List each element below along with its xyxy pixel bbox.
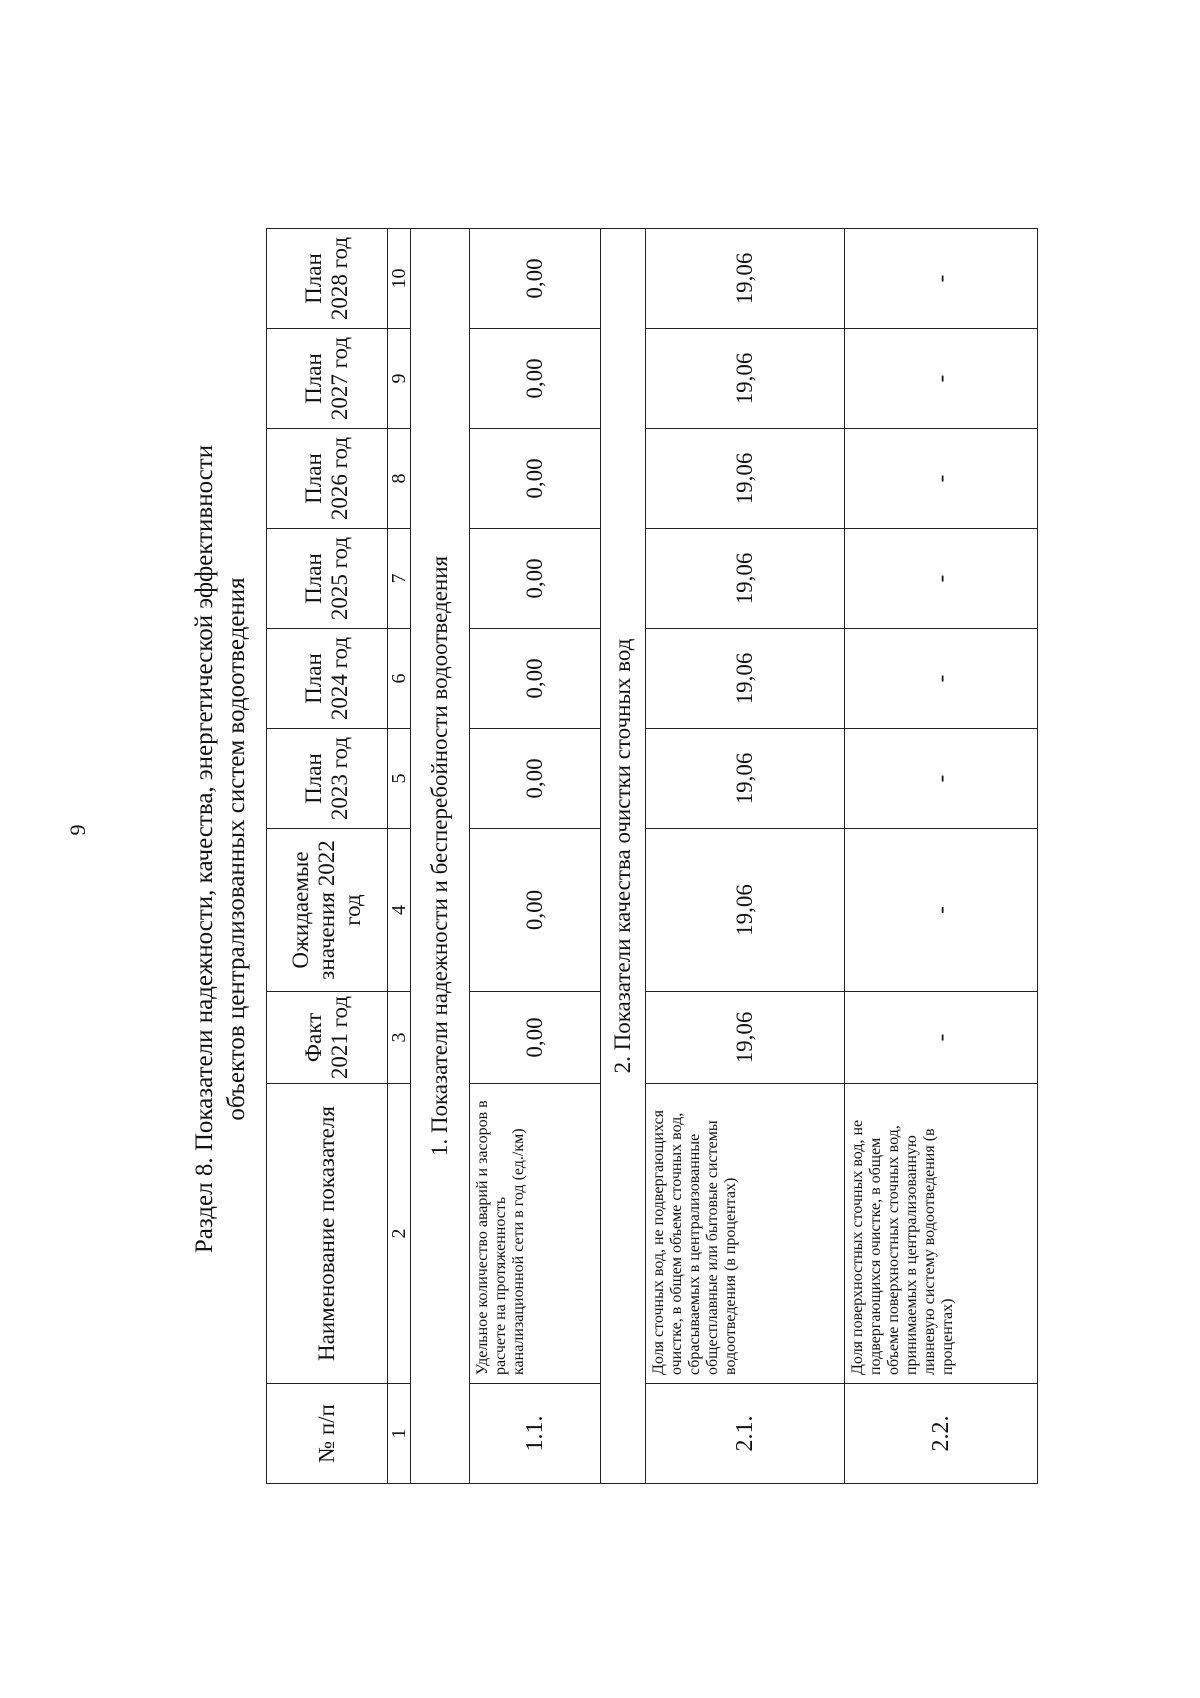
value-cell: - bbox=[845, 429, 1038, 529]
value-cell: - bbox=[845, 529, 1038, 629]
column-number-row bbox=[388, 229, 411, 1484]
column-number-cell: 3 bbox=[388, 992, 411, 1084]
value-cell: 19,06 bbox=[646, 529, 845, 629]
column-number-cell: 2 bbox=[388, 1084, 411, 1384]
header-cell-plan-2027: План 2027 год bbox=[267, 329, 388, 429]
column-number-cell: 1 bbox=[388, 1384, 411, 1484]
column-number-cell: 6 bbox=[388, 629, 411, 729]
value-cell: 19,06 bbox=[646, 329, 845, 429]
header-cell-plan-2028: План 2028 год bbox=[267, 229, 388, 329]
header-cell-number: № п/п bbox=[267, 1384, 388, 1484]
value-cell: 19,06 bbox=[646, 229, 845, 329]
header-row bbox=[267, 229, 388, 1484]
value-cell: 0,00 bbox=[470, 529, 601, 629]
indicator-name: Доля поверхностных сточных вод, не подвергающихся очистке, в общем объеме поверхностных сточных вод, принимаемых в централизованную ливневую систему водоотведения (в процентах) bbox=[845, 1084, 1038, 1384]
rotated-page-content bbox=[100, 49, 1100, 1649]
value-cell: - bbox=[845, 992, 1038, 1084]
column-number-cell: 4 bbox=[388, 829, 411, 992]
value-cell: 19,06 bbox=[646, 992, 845, 1084]
value-cell: 0,00 bbox=[470, 829, 601, 992]
table-row bbox=[470, 229, 601, 1484]
column-number-cell: 7 bbox=[388, 529, 411, 629]
value-cell: 19,06 bbox=[646, 629, 845, 729]
value-cell: - bbox=[845, 229, 1038, 329]
header-cell-fact-2021: Факт 2021 год bbox=[267, 992, 388, 1084]
indicator-name: Доля сточных вод, не подвергающихся очистке, в общем объеме сточных вод, сбрасываемых в централизованные общесплавные или бытовые системы водоотведения (в процентах) bbox=[646, 1084, 845, 1384]
section-title-line-1: Раздел 8. Показатели надежности, качества, энергетической эффективности bbox=[191, 444, 218, 1254]
section-title-treatment-quality: 2. Показатели качества очистки сточных вод bbox=[601, 229, 646, 1484]
value-cell: 19,06 bbox=[646, 829, 845, 992]
column-number-cell: 8 bbox=[388, 429, 411, 529]
value-cell: 19,06 bbox=[646, 429, 845, 529]
value-cell: 19,06 bbox=[646, 729, 845, 829]
column-number-cell: 9 bbox=[388, 329, 411, 429]
value-cell: - bbox=[845, 829, 1038, 992]
indicators-table bbox=[266, 228, 1038, 1484]
value-cell: 0,00 bbox=[470, 729, 601, 829]
value-cell: - bbox=[845, 729, 1038, 829]
header-cell-plan-2023: План 2023 год bbox=[267, 729, 388, 829]
column-number-cell: 10 bbox=[388, 229, 411, 329]
section-title-line-2: объектов централизованных систем водоотведения bbox=[223, 577, 250, 1121]
value-cell: 0,00 bbox=[470, 629, 601, 729]
row-number: 1.1. bbox=[470, 1384, 601, 1484]
section-title-reliability: 1. Показатели надежности и бесперебойности водоотведения bbox=[411, 229, 470, 1484]
header-cell-expected-2022: Ожидаемые значения 2022 год bbox=[267, 829, 388, 992]
row-number: 2.2. bbox=[845, 1384, 1038, 1484]
header-cell-name: Наименование показателя bbox=[267, 1084, 388, 1384]
value-cell: 0,00 bbox=[470, 429, 601, 529]
header-cell-plan-2026: План 2026 год bbox=[267, 429, 388, 529]
value-cell: - bbox=[845, 329, 1038, 429]
indicator-name: Удельное количество аварий и засоров в расчете на протяженность канализационной сети в год (ед./км) bbox=[470, 1084, 601, 1384]
column-number-cell: 5 bbox=[388, 729, 411, 829]
value-cell: 0,00 bbox=[470, 229, 601, 329]
table-row bbox=[646, 229, 845, 1484]
header-cell-plan-2024: План 2024 год bbox=[267, 629, 388, 729]
value-cell: - bbox=[845, 629, 1038, 729]
row-number: 2.1. bbox=[646, 1384, 845, 1484]
header-cell-plan-2025: План 2025 год bbox=[267, 529, 388, 629]
table-row bbox=[845, 229, 1038, 1484]
value-cell: 0,00 bbox=[470, 992, 601, 1084]
page-number: 9 bbox=[65, 824, 90, 836]
section-row-reliability bbox=[411, 229, 470, 1484]
section-row-treatment-quality bbox=[601, 229, 646, 1484]
value-cell: 0,00 bbox=[470, 329, 601, 429]
